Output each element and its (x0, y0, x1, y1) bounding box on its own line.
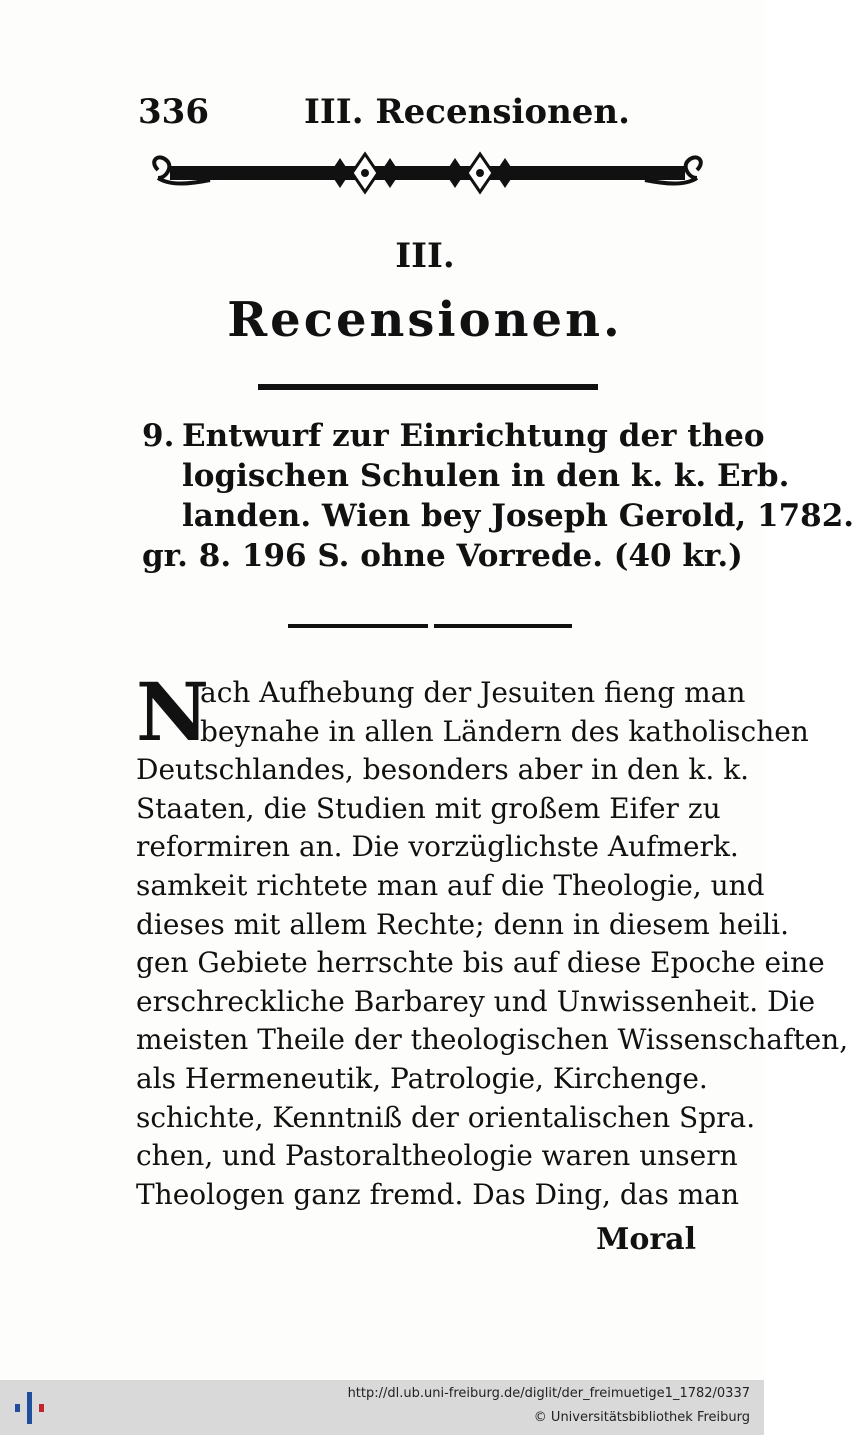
body-line: dieses mit allem Rechte; denn in diesem heili. (136, 907, 790, 941)
body-line: chen, und Pastoraltheologie waren unsern (136, 1139, 738, 1173)
entry-line: logischen Schulen in den k. k. Erb. (182, 458, 790, 494)
body-line: gen Gebiete herrschte bis auf diese Epoche eine (136, 946, 825, 980)
body-line: Theologen ganz fremd. Das Ding, das man (136, 1177, 740, 1211)
library-logo-icon[interactable] (12, 1390, 48, 1426)
entry-divider-left (288, 624, 428, 628)
permalink-url[interactable]: http://dl.ub.uni-freiburg.de/diglit/der_freimuetige1_1782/0337 (347, 1386, 750, 1401)
drop-initial: N (136, 665, 210, 759)
body-line: samkeit richtete man auf die Theologie, und (136, 868, 765, 902)
section-divider (258, 384, 598, 390)
body-line: meisten Theile der theologischen Wissenschaften, (136, 1023, 849, 1057)
entry-number: 9. (142, 418, 175, 454)
body-line: reformiren an. Die vorzüglichste Aufmerk. (136, 830, 739, 864)
body-line: schichte, Kenntniß der orientalischen Spra. (136, 1100, 756, 1134)
body-line: Staaten, die Studien mit großem Eifer zu (136, 791, 721, 825)
entry-line-text: Entwurf zur Einrichtung der theo (182, 418, 765, 454)
body-line: erschreckliche Barbarey und Unwissenheit. Die (136, 984, 816, 1018)
entry-line: gr. 8. 196 S. ohne Vorrede. (40 kr.) (142, 538, 743, 574)
catchword: Moral (596, 1222, 696, 1257)
running-head (136, 92, 696, 142)
body-line: als Hermeneutik, Patrologie, Kirchenge. (136, 1061, 708, 1095)
entry-line (142, 416, 765, 456)
entry-line: landen. Wien bey Joseph Gerold, 1782. (182, 498, 854, 534)
viewer-footer (0, 1380, 764, 1435)
decorative-ornament-icon (150, 150, 705, 198)
section-title: Recensionen. (227, 292, 623, 348)
body-paragraph (136, 665, 849, 1214)
entry-divider-right (434, 624, 572, 628)
body-line: beynahe in allen Ländern des katholischen (200, 714, 809, 748)
review-entry-heading (142, 416, 854, 576)
body-line: Deutschlandes, besonders aber in den k. k. (136, 753, 750, 787)
running-title: III. Recensionen. (304, 92, 630, 132)
section-number: III. (395, 236, 455, 276)
copyright-notice: © Universitätsbibliothek Freiburg (533, 1410, 750, 1425)
page-number: 336 (138, 92, 209, 132)
body-line: ach Aufhebung der Jesuiten fieng man (200, 676, 746, 709)
